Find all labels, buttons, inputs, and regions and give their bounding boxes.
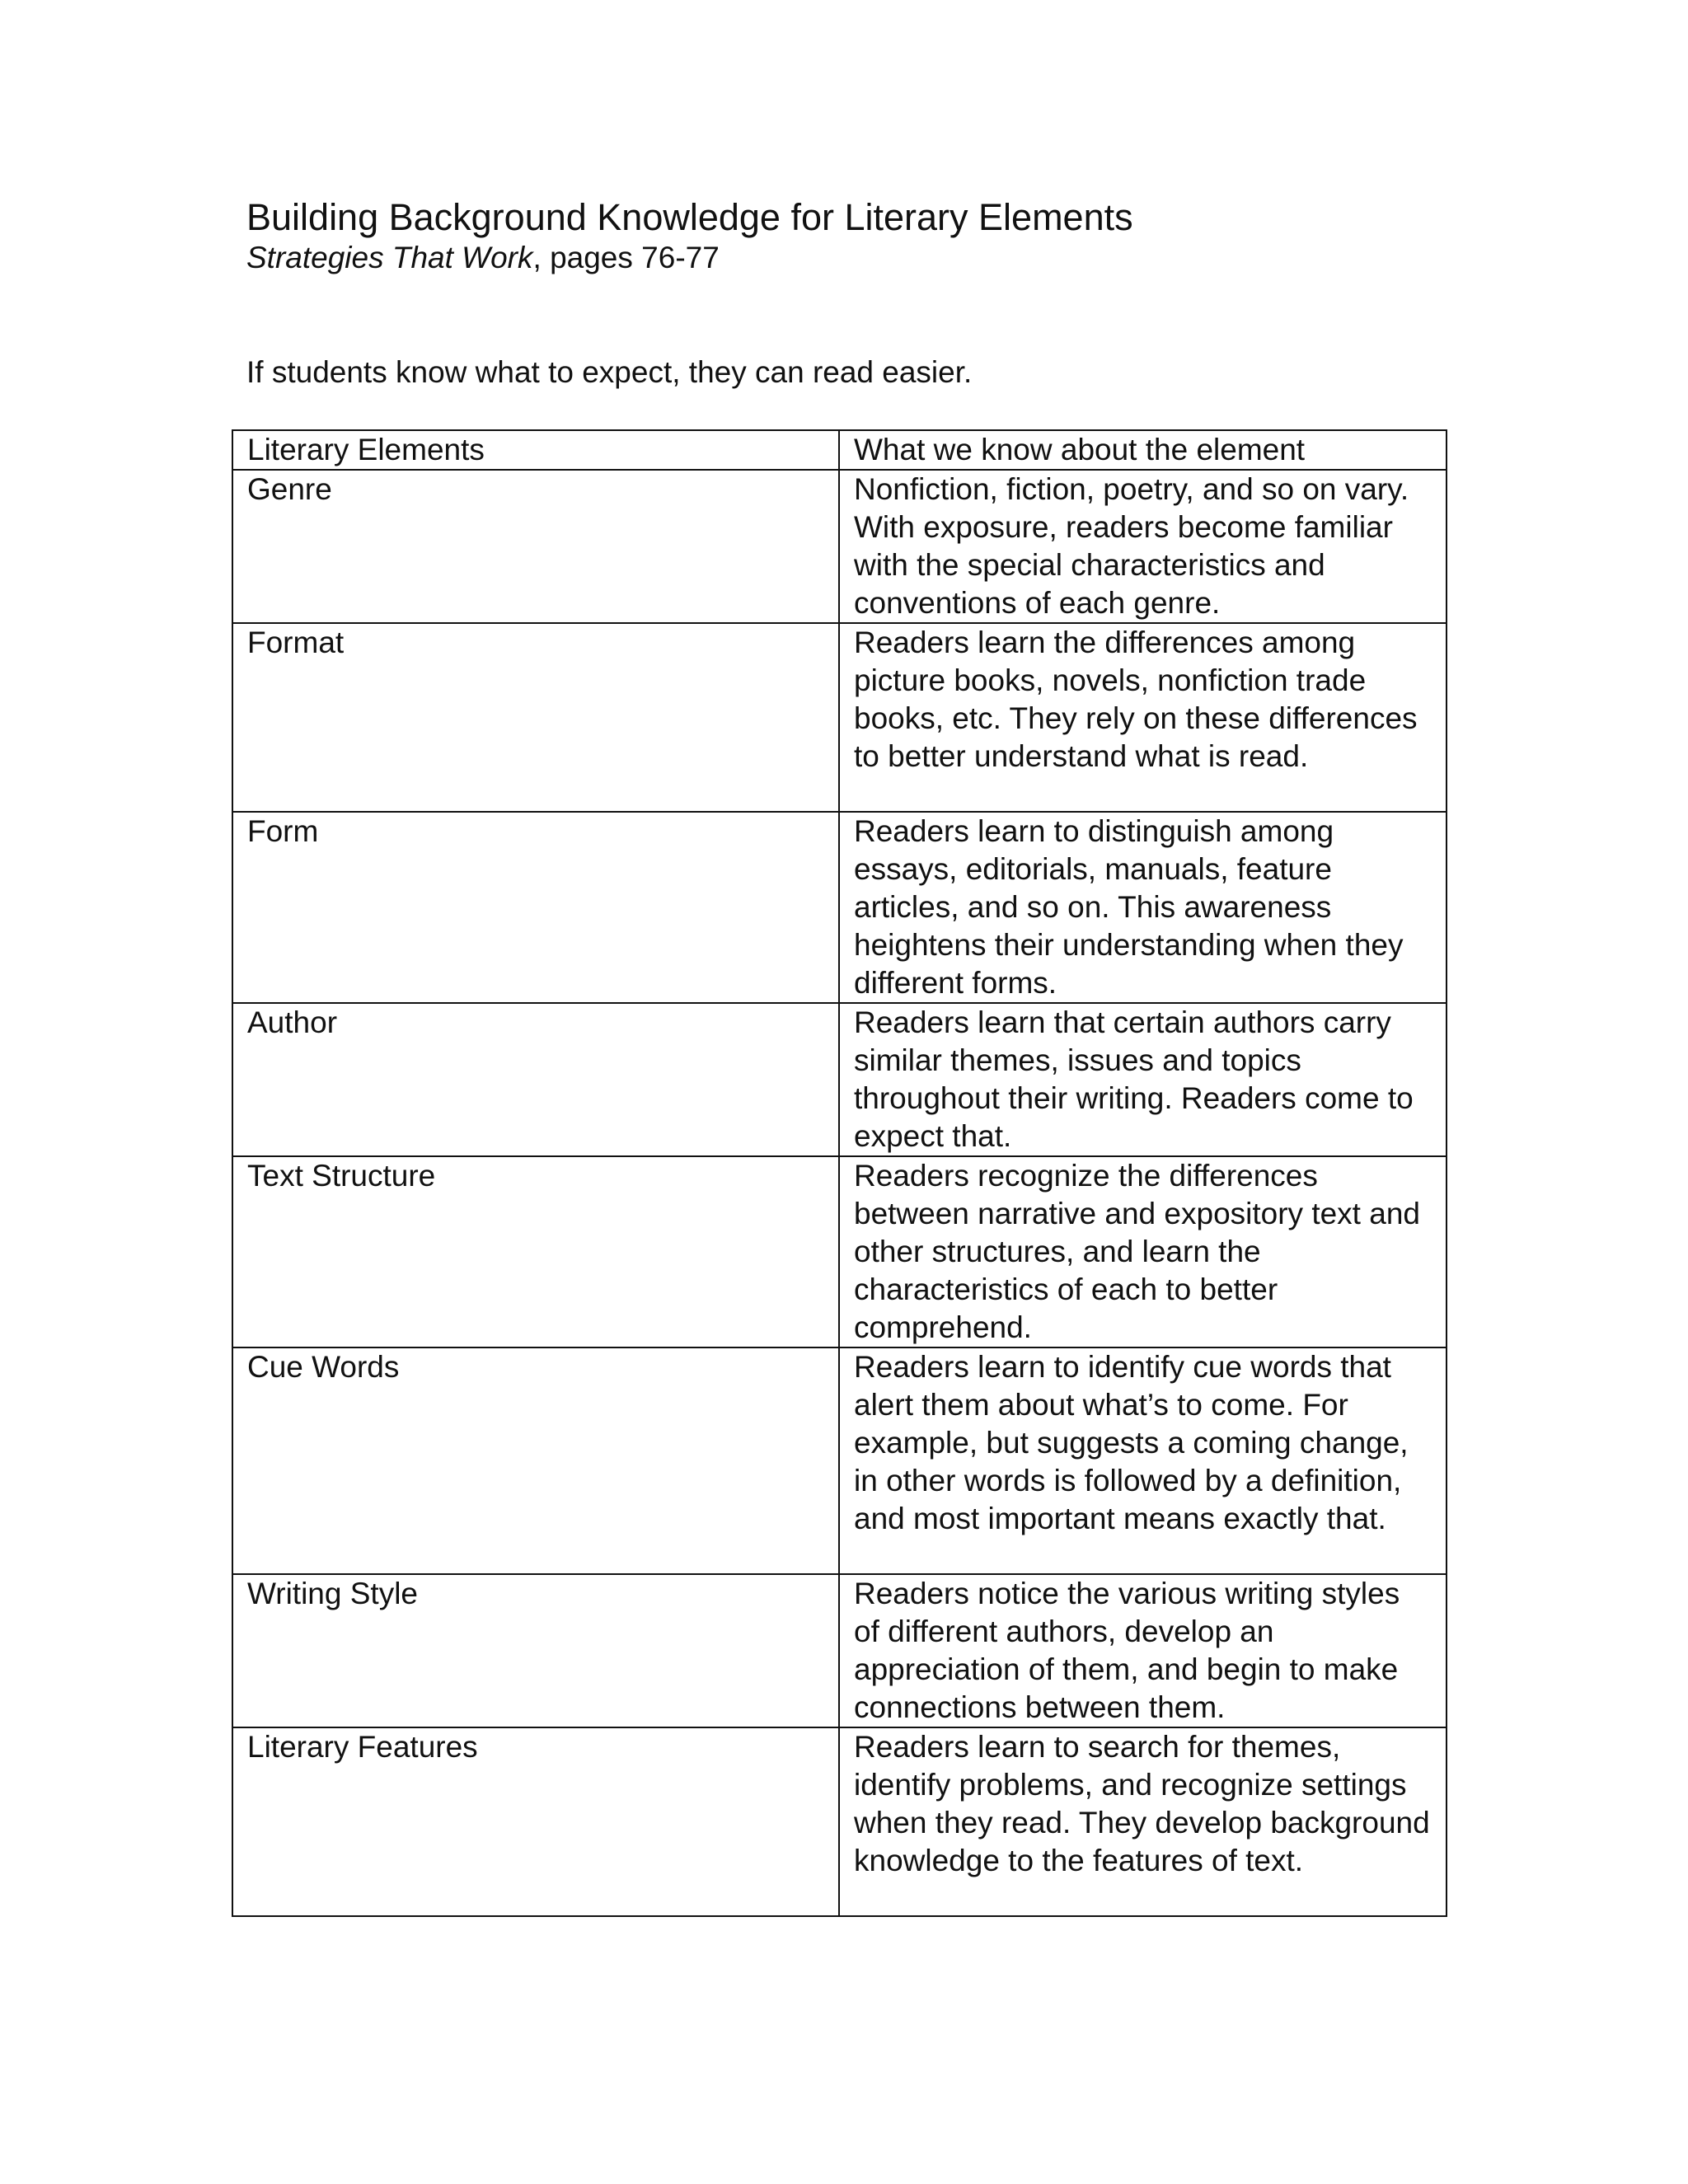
element-cell: Form	[232, 812, 839, 1003]
table-row	[232, 1347, 1447, 1574]
source-book-title: Strategies That Work	[246, 241, 533, 274]
element-cell: Literary Features	[232, 1727, 839, 1916]
table-row	[232, 812, 1447, 1003]
element-cell: Writing Style	[232, 1574, 839, 1727]
table-row	[232, 470, 1447, 623]
element-cell: Format	[232, 623, 839, 812]
page-subtitle	[246, 239, 720, 277]
description-cell: Readers learn to identify cue words that alert them about what’s to come. For example, but suggests a coming change, in other words is followed by a definition, and most important means exactly that.	[839, 1347, 1447, 1574]
column-header-description: What we know about the element	[839, 430, 1447, 470]
table-row	[232, 1003, 1447, 1156]
column-header-elements: Literary Elements	[232, 430, 839, 470]
source-pages: , pages 76-77	[532, 241, 720, 274]
description-cell: Readers learn that certain authors carry similar themes, issues and topics throughout their writing. Readers come to expect that.	[839, 1003, 1447, 1156]
element-cell: Author	[232, 1003, 839, 1156]
description-cell: Readers learn to search for themes, identify problems, and recognize settings when they read. They develop background knowledge to the features of text.	[839, 1727, 1447, 1916]
element-cell: Text Structure	[232, 1156, 839, 1347]
description-cell: Readers learn to distinguish among essays, editorials, manuals, feature articles, and so on. This awareness heightens their understanding when they different forms.	[839, 812, 1447, 1003]
table-header-row	[232, 430, 1447, 470]
description-cell: Nonfiction, fiction, poetry, and so on vary. With exposure, readers become familiar with the special characteristics and conventions of each genre.	[839, 470, 1447, 623]
element-cell: Genre	[232, 470, 839, 623]
table-row	[232, 623, 1447, 812]
table-row	[232, 1727, 1447, 1916]
element-cell: Cue Words	[232, 1347, 839, 1574]
table-row	[232, 1156, 1447, 1347]
page-title: Building Background Knowledge for Literary Elements	[246, 196, 1133, 238]
description-cell: Readers notice the various writing styles of different authors, develop an appreciation of them, and begin to make connections between them.	[839, 1574, 1447, 1727]
table-row	[232, 1574, 1447, 1727]
description-cell: Readers recognize the differences between narrative and expository text and other structures, and learn the characteristics of each to better comprehend.	[839, 1156, 1447, 1347]
literary-elements-table	[232, 429, 1447, 1917]
description-cell: Readers learn the differences among picture books, novels, nonfiction trade books, etc. They rely on these differences to better understand what is read.	[839, 623, 1447, 812]
intro-sentence: If students know what to expect, they can read easier.	[246, 355, 973, 389]
